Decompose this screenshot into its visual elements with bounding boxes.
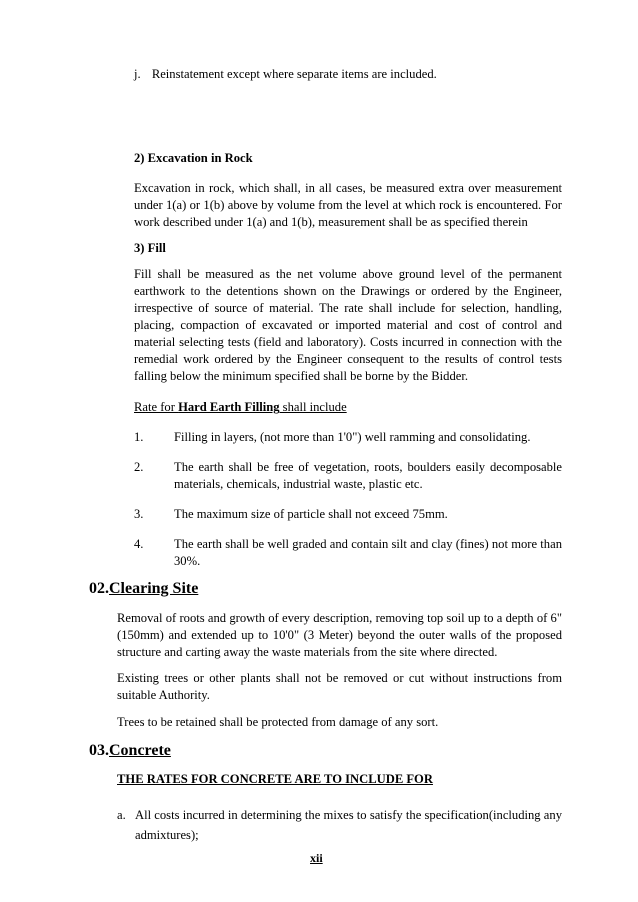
section-title-concrete (89, 742, 171, 760)
rate-item-number: 2. (134, 460, 144, 474)
item-text: Reinstatement except where separate items are included. (151, 67, 437, 81)
list-item-letter: a. (117, 808, 126, 822)
rate-suffix: shall include (279, 400, 347, 414)
list-item-text: All costs incurred in determining the mixes to satisfy the specification(including any admixtures); (135, 808, 562, 842)
paragraph-fill: Fill shall be measured as the net volume above ground level of the permanent earthwork to the detentions shown on the Drawings or ordered by the Engineer, irrespective of source of material. The rate shall include for selection, handling, placing, compaction of excavated or imported material and cost of control and material selecting tests (field and laboratory). Costs incurred in connection with the remedial work ordered by the Engineer consequent to the results of control tests falling below the minimum specified shall be borne by the Bidder. (134, 267, 562, 383)
section-number: 02. (89, 580, 109, 597)
section-number: 03. (89, 742, 109, 759)
rate-item-number: 3. (134, 507, 144, 521)
paragraph-excavation-in-rock: Excavation in rock, which shall, in all cases, be measured extra over measurement under 1(a) or 1(b) above by volume from the level at which rock is encountered. For work described under 1(a) and 1(b), measurement shall be as specified therein (134, 181, 562, 229)
rate-item-number: 4. (134, 537, 144, 551)
section-heading-excavation-in-rock: 2) Excavation in Rock (134, 151, 253, 165)
rate-item-text: Filling in layers, (not more than 1'0") well ramming and consolidating. (174, 430, 531, 444)
section-heading-fill: 3) Fill (134, 241, 166, 255)
rate-item-text: The maximum size of particle shall not exceed 75mm. (174, 507, 448, 521)
rate-item-text: The earth shall be well graded and contain silt and clay (fines) not more than 30%. (174, 537, 562, 568)
list-item-j (134, 66, 437, 83)
paragraph-clearing-3: Trees to be retained shall be protected from damage of any sort. (117, 715, 439, 729)
paragraph-clearing-1: Removal of roots and growth of every description, removing top soil up to a depth of 6" (150mm) and extended up to 10'0" (3 Meter) beyond the outer walls of the proposed structure and carting away the waste materials from the site where directed. (117, 611, 562, 659)
rate-bold: Hard Earth Filling (178, 400, 280, 414)
concrete-subheading: THE RATES FOR CONCRETE ARE TO INCLUDE FOR (117, 772, 433, 786)
item-letter: j. (134, 67, 141, 81)
section-title: Clearing Site (109, 580, 199, 597)
section-title: Concrete (109, 742, 171, 759)
page-number: xii (310, 851, 323, 865)
rate-item-text: The earth shall be free of vegetation, roots, boulders easily decomposable materials, chemicals, industrial waste, plastic etc. (174, 460, 562, 491)
rate-prefix: Rate for (134, 400, 179, 414)
section-title-clearing-site (89, 580, 198, 598)
rate-item-number: 1. (134, 430, 144, 444)
rate-heading (134, 399, 347, 416)
paragraph-clearing-2: Existing trees or other plants shall not be removed or cut without instructions from suitable Authority. (117, 671, 562, 702)
